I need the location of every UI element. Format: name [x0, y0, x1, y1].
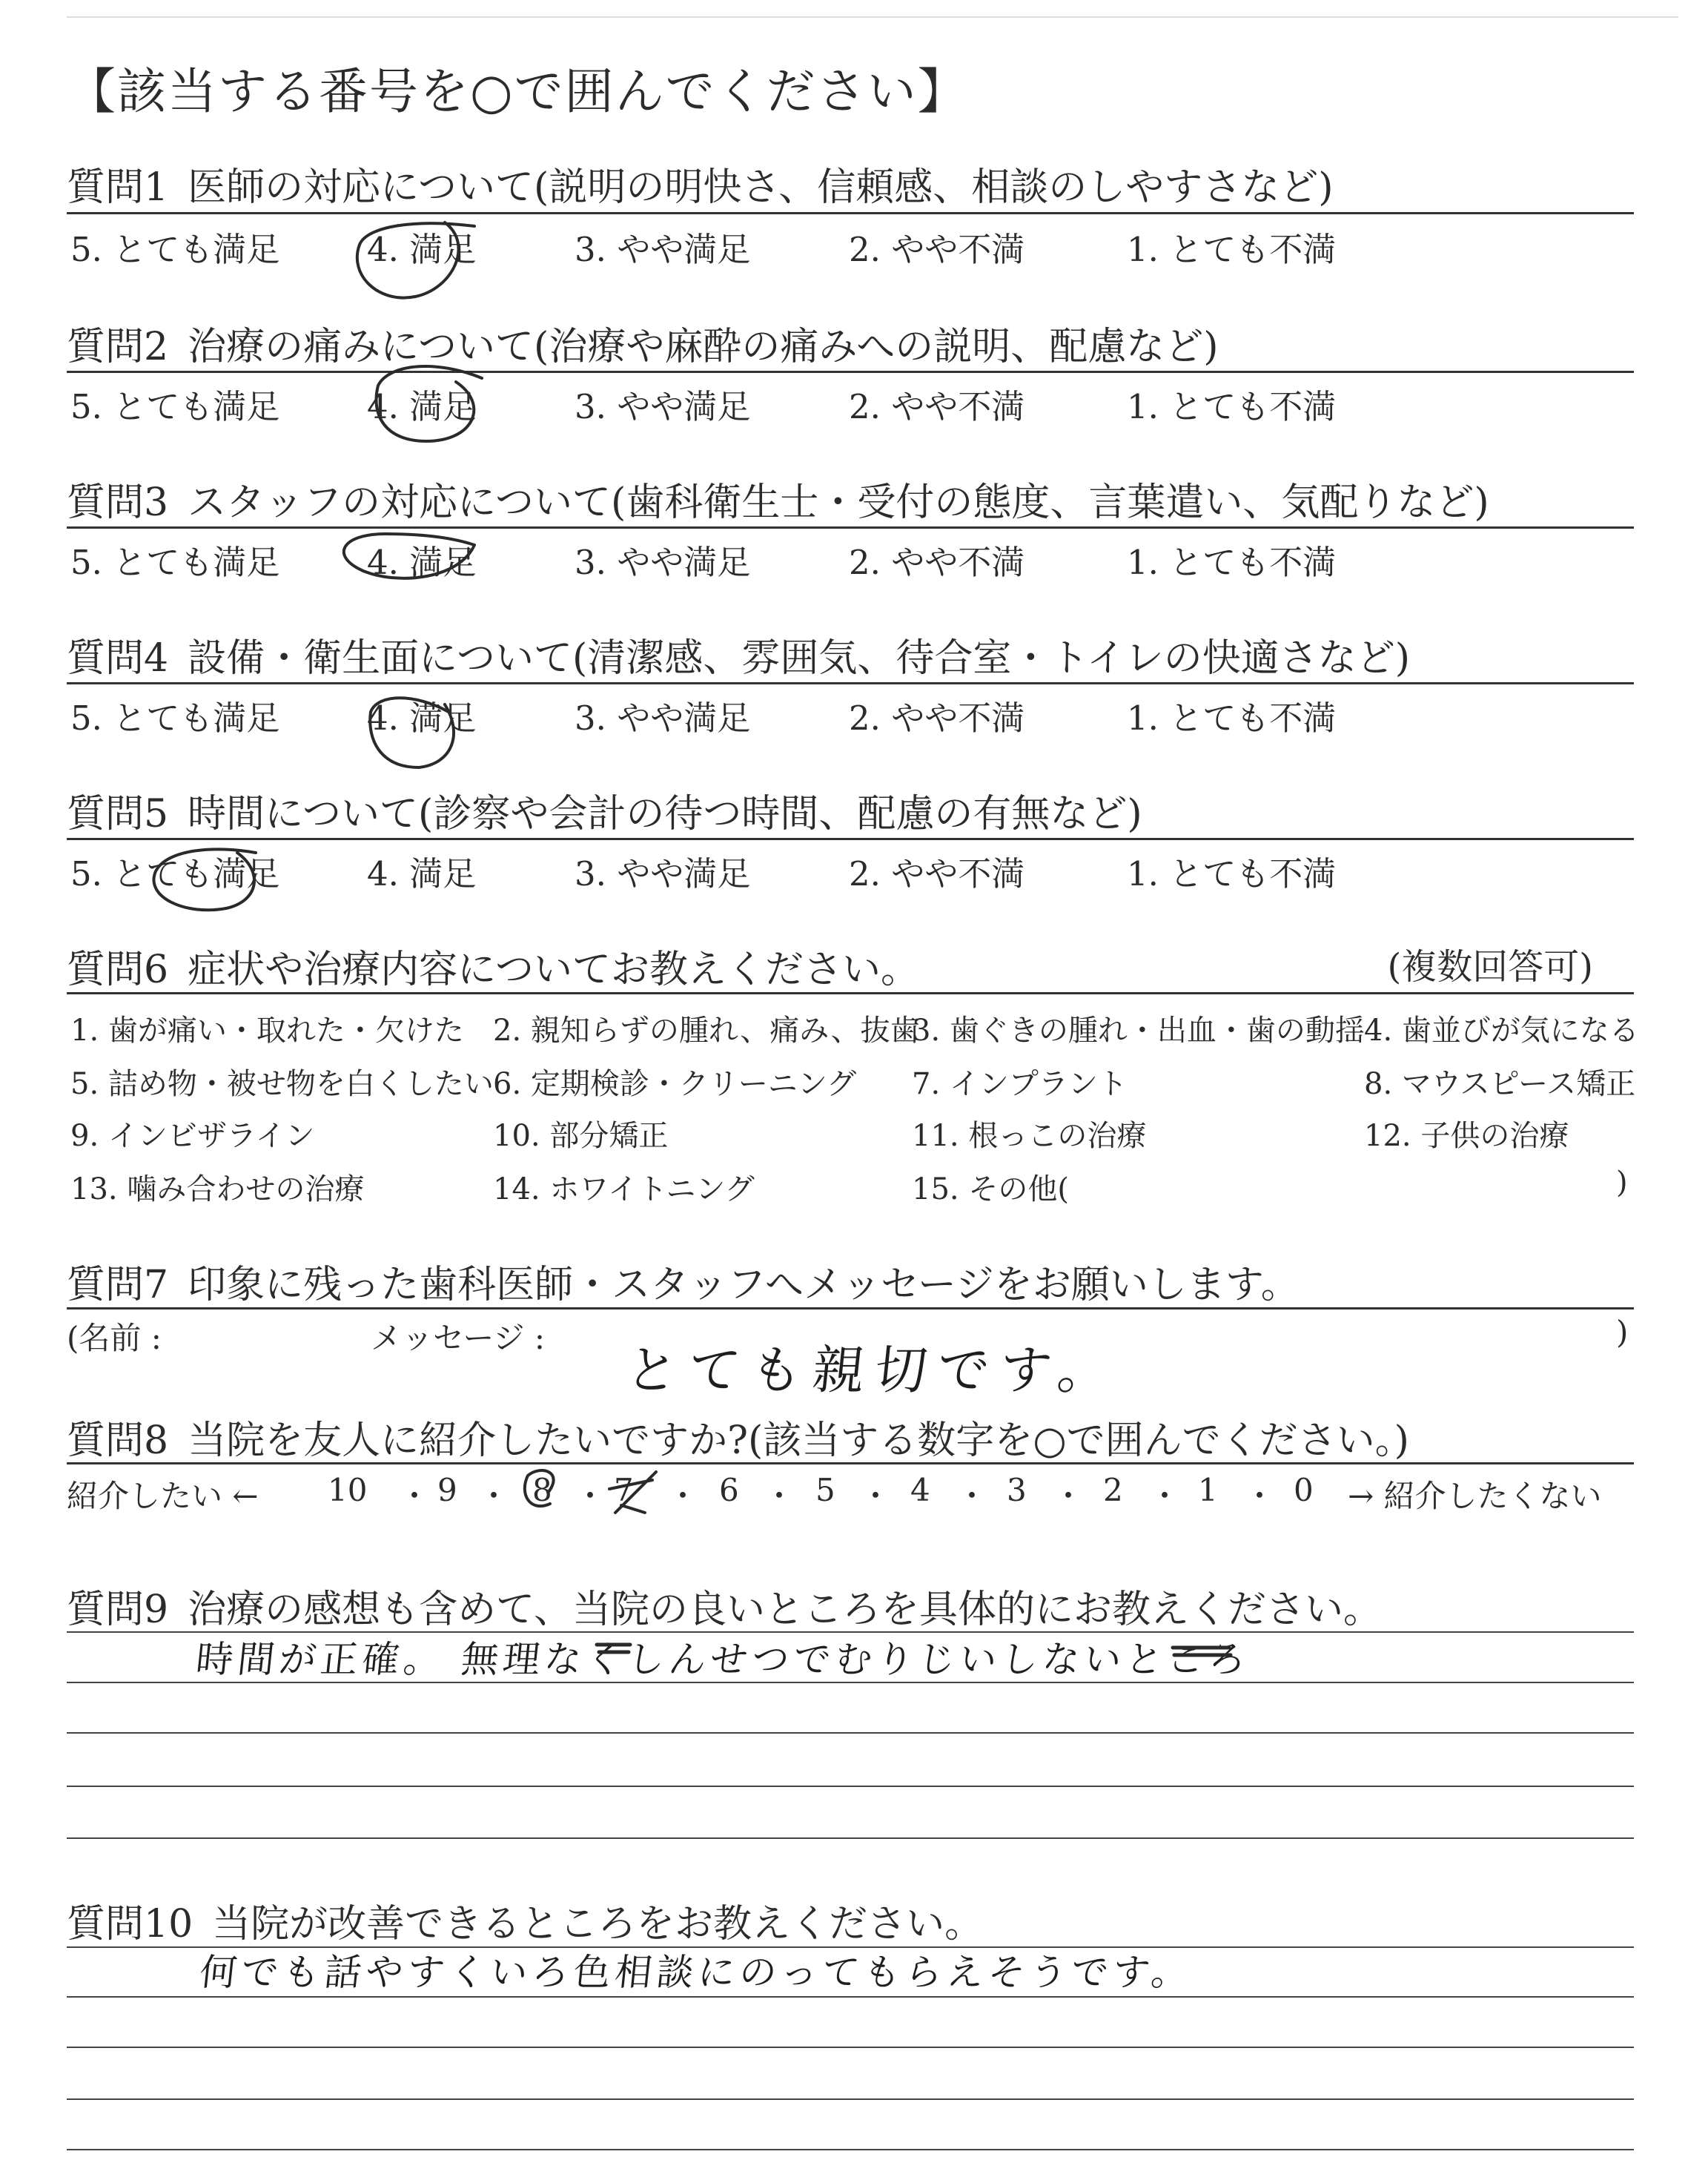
- q3-option-5[interactable]: 5. とても満足: [70, 543, 280, 582]
- q6-option-13[interactable]: 13. 噛み合わせの治療: [70, 1172, 365, 1206]
- q6-option-12[interactable]: 12. 子供の治療: [1364, 1119, 1569, 1153]
- q5-text: 時間について(診察や会計の待つ時間、配慮の有無など): [188, 792, 1142, 836]
- q8-number: 質問8: [67, 1418, 169, 1463]
- q8-dot: ・: [956, 1478, 988, 1514]
- q8-dot: ・: [1244, 1478, 1276, 1514]
- q3-title: [67, 471, 1489, 526]
- q10-title: [67, 1892, 983, 1948]
- divider: [67, 1307, 1634, 1309]
- q8-dot: ・: [1149, 1478, 1181, 1514]
- q8-dot: ・: [478, 1478, 510, 1514]
- q8-dot: ・: [1053, 1478, 1085, 1514]
- q6-option-6[interactable]: 6. 定期検診・クリーニング: [493, 1067, 857, 1101]
- q1-option-2[interactable]: 2. やや不満: [849, 230, 1025, 269]
- q6-option-11[interactable]: 11. 根っこの治療: [912, 1119, 1147, 1153]
- q6-other-close-paren: ): [1616, 1166, 1628, 1200]
- q5-option-2[interactable]: 2. やや不満: [849, 854, 1025, 894]
- q1-option-5[interactable]: 5. とても満足: [70, 230, 280, 269]
- q1-option-1[interactable]: 1. とても不満: [1127, 230, 1337, 269]
- answer-line: [67, 1837, 1634, 1839]
- q8-score-9[interactable]: 9: [437, 1472, 457, 1508]
- q4-option-3[interactable]: 3. やや満足: [575, 698, 751, 738]
- page-header: 【該当する番号を○で囲んでください】: [67, 63, 968, 120]
- q10-text: 当院が改善できるところをお教えください。: [212, 1902, 984, 1946]
- q3-text: スタッフの対応について(歯科衛生士・受付の態度、言葉遣い、気配りなど): [188, 480, 1489, 525]
- divider: [67, 526, 1634, 529]
- q1-option-4[interactable]: 4. 満足: [367, 230, 477, 269]
- q8-score-8[interactable]: 8: [532, 1472, 552, 1508]
- q6-multiple-note: (複数回答可): [1387, 946, 1593, 988]
- divider: [67, 992, 1634, 994]
- q8-dot: ・: [764, 1478, 795, 1514]
- q8-dot: ・: [399, 1478, 431, 1514]
- q6-option-5[interactable]: 5. 詰め物・被せ物を白くしたい: [70, 1067, 494, 1101]
- answer-line: [67, 1996, 1634, 1998]
- answer-line: [67, 2047, 1634, 2048]
- q7-number: 質問7: [67, 1263, 169, 1307]
- q8-dot: ・: [860, 1478, 892, 1514]
- q6-number: 質問6: [67, 948, 169, 992]
- q10-handwritten-answer: 何でも話やすくいろ色相談にのってもらえそうです。: [197, 1951, 1196, 1994]
- q5-number: 質問5: [67, 792, 169, 836]
- q8-title: [67, 1409, 1409, 1464]
- q8-score-3[interactable]: 3: [1007, 1472, 1027, 1508]
- q2-option-4[interactable]: 4. 満足: [367, 387, 477, 426]
- q5-title: [67, 782, 1142, 838]
- q8-score-5[interactable]: 5: [815, 1472, 835, 1508]
- q4-option-5[interactable]: 5. とても満足: [70, 698, 280, 738]
- q3-option-3[interactable]: 3. やや満足: [575, 543, 751, 582]
- q6-option-14[interactable]: 14. ホワイトニング: [493, 1172, 755, 1206]
- q6-option-1[interactable]: 1. 歯が痛い・取れた・欠けた: [70, 1014, 464, 1048]
- q8-score-4[interactable]: 4: [910, 1472, 930, 1508]
- q2-text: 治療の痛みについて(治療や麻酔の痛みへの説明、配慮など): [188, 325, 1219, 369]
- q6-option-4[interactable]: 4. 歯並びが気になる: [1364, 1014, 1639, 1048]
- q8-score-7[interactable]: 7: [614, 1472, 634, 1508]
- q6-text: 症状や治療内容についてお教えください。: [188, 948, 920, 992]
- q5-option-4[interactable]: 4. 満足: [367, 854, 477, 894]
- q4-title: [67, 627, 1410, 682]
- q8-score-6[interactable]: 6: [719, 1472, 739, 1508]
- answer-line: [67, 2098, 1634, 2100]
- q7-title: [67, 1253, 1300, 1309]
- divider: [67, 682, 1634, 684]
- q6-option-8[interactable]: 8. マウスピース矯正: [1364, 1067, 1636, 1101]
- q8-score-2[interactable]: 2: [1103, 1472, 1123, 1508]
- q3-number: 質問3: [67, 480, 169, 525]
- q6-option-15[interactable]: 15. その他(: [912, 1172, 1069, 1206]
- q5-option-1[interactable]: 1. とても不満: [1127, 854, 1337, 894]
- q1-title: [67, 156, 1334, 211]
- q4-text: 設備・衛生面について(清潔感、雰囲気、待合室・トイレの快適さなど): [188, 636, 1411, 681]
- q7-handwritten-message: とても親切です。: [623, 1340, 1124, 1401]
- q1-option-3[interactable]: 3. やや満足: [575, 230, 751, 269]
- q8-left-label: 紹介したい ←: [67, 1478, 259, 1514]
- q9-number: 質問9: [67, 1588, 169, 1632]
- divider: [67, 212, 1634, 214]
- q8-dot: ・: [575, 1478, 606, 1514]
- q2-option-3[interactable]: 3. やや満足: [575, 387, 751, 426]
- q2-option-1[interactable]: 1. とても不満: [1127, 387, 1337, 426]
- divider: [67, 1462, 1634, 1464]
- top-border: [67, 16, 1678, 18]
- q6-title: [67, 938, 919, 994]
- q6-option-2[interactable]: 2. 親知らずの腫れ、痛み、抜歯: [493, 1014, 920, 1048]
- q2-option-5[interactable]: 5. とても満足: [70, 387, 280, 426]
- q8-right-label: → 紹介したくない: [1348, 1478, 1602, 1514]
- q3-option-2[interactable]: 2. やや不満: [849, 543, 1025, 582]
- q2-number: 質問2: [67, 325, 169, 369]
- q4-option-4[interactable]: 4. 満足: [367, 698, 477, 738]
- q4-option-2[interactable]: 2. やや不満: [849, 698, 1025, 738]
- q7-message-label: メッセージ :: [371, 1320, 545, 1356]
- q7-text: 印象に残った歯科医師・スタッフへメッセージをお願いします。: [188, 1263, 1300, 1307]
- q3-option-1[interactable]: 1. とても不満: [1127, 543, 1337, 582]
- q1-number: 質問1: [67, 165, 169, 210]
- q4-number: 質問4: [67, 636, 169, 681]
- divider: [67, 371, 1634, 373]
- divider: [67, 838, 1634, 840]
- q6-option-10[interactable]: 10. 部分矯正: [493, 1119, 669, 1153]
- q9-handwritten-answer: 時間が正確。 無理なくしんせつでむりじいしないところ: [193, 1638, 1253, 1681]
- q6-option-7[interactable]: 7. インプラント: [912, 1067, 1128, 1101]
- q8-text: 当院を友人に紹介したいですか?(該当する数字を○で囲んでください。): [188, 1418, 1409, 1463]
- q8-score-1[interactable]: 1: [1198, 1472, 1218, 1508]
- q8-score-0[interactable]: 0: [1294, 1472, 1314, 1508]
- q9-title: [67, 1578, 1382, 1634]
- q3-option-4[interactable]: 4. 満足: [367, 543, 477, 582]
- q5-option-5[interactable]: 5. とても満足: [70, 854, 280, 894]
- q8-score-10[interactable]: 10: [328, 1472, 368, 1508]
- q10-number: 質問10: [67, 1902, 193, 1946]
- answer-line: [67, 1732, 1634, 1734]
- q6-option-3[interactable]: 3. 歯ぐきの腫れ・出血・歯の動揺: [912, 1014, 1365, 1048]
- answer-line: [67, 2149, 1634, 2150]
- q7-close-paren: ): [1616, 1314, 1629, 1350]
- q8-dot: ・: [667, 1478, 699, 1514]
- answer-line: [67, 1786, 1634, 1787]
- q5-option-3[interactable]: 3. やや満足: [575, 854, 751, 894]
- q7-name-label: (名前 :: [67, 1320, 162, 1356]
- q1-text: 医師の対応について(説明の明快さ、信頼感、相談のしやすさなど): [188, 165, 1334, 210]
- q9-text: 治療の感想も含めて、当院の良いところを具体的にお教えください。: [188, 1588, 1383, 1632]
- q6-option-9[interactable]: 9. インビザライン: [70, 1119, 315, 1153]
- q2-title: [67, 315, 1219, 371]
- q4-option-1[interactable]: 1. とても不満: [1127, 698, 1337, 738]
- q2-option-2[interactable]: 2. やや不満: [849, 387, 1025, 426]
